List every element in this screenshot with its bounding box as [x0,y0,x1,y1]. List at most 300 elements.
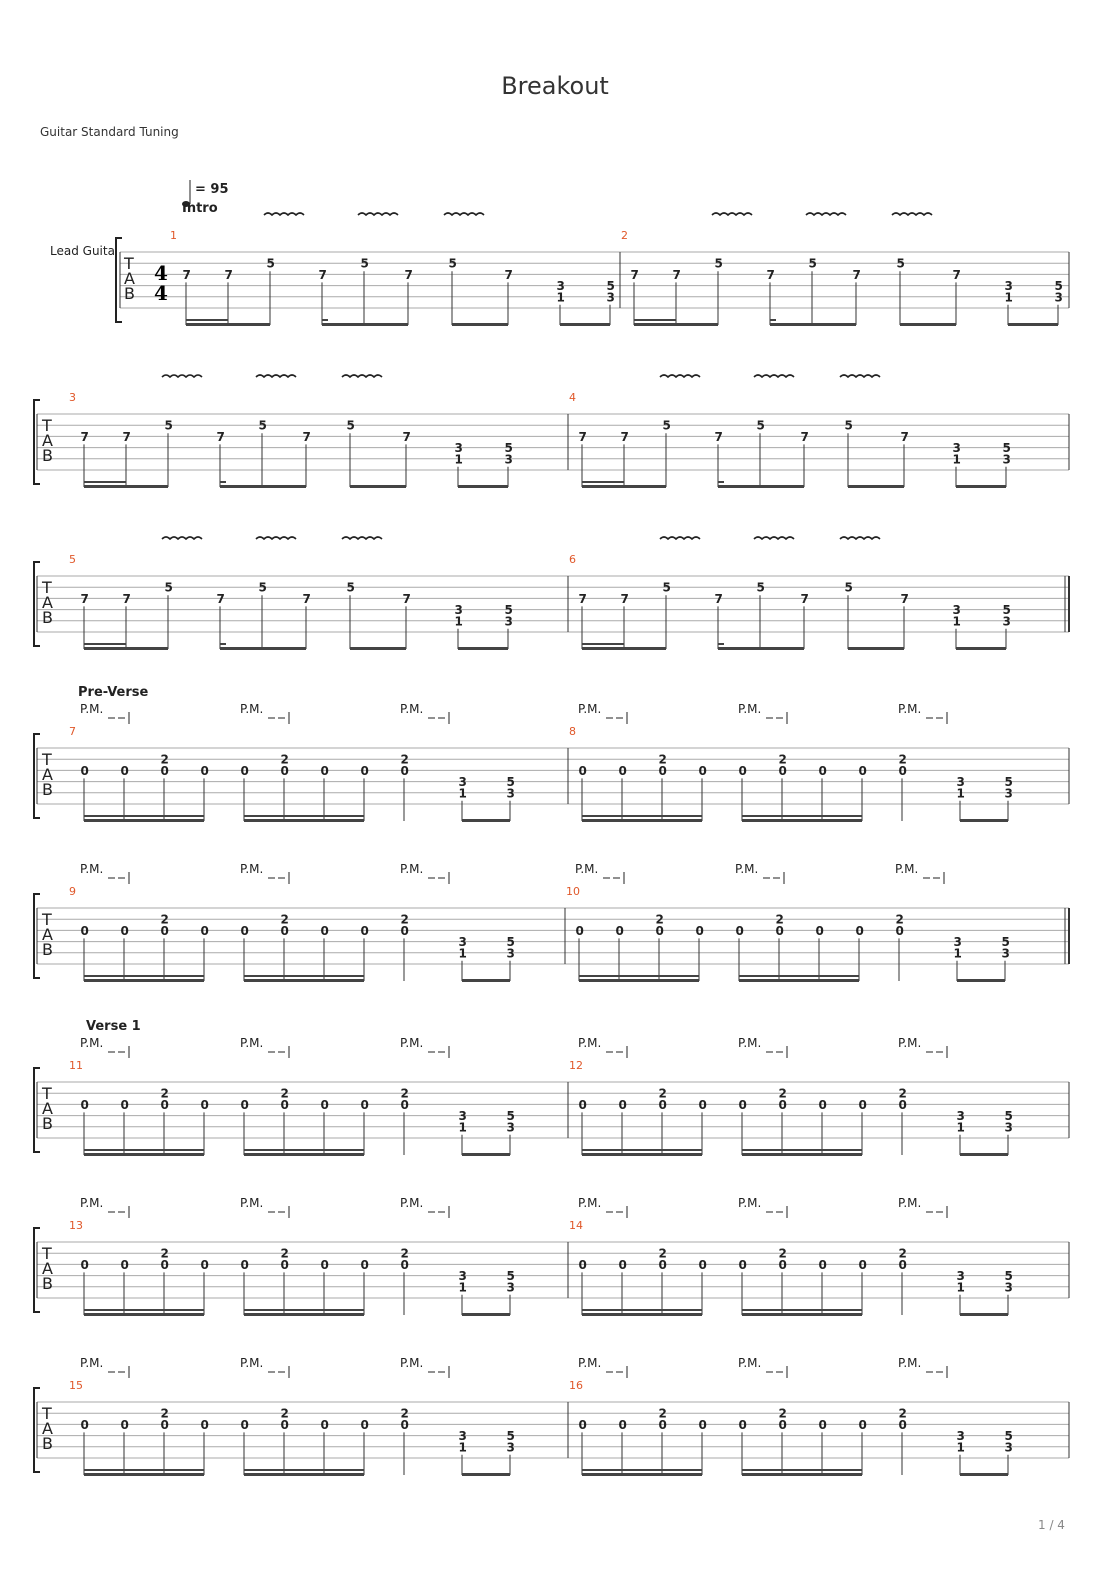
note-beam [739,979,859,982]
fret-number: 5 [662,580,671,595]
fret-number: 0 [738,763,747,778]
measure-number: 15 [69,1379,83,1392]
fret-number: 0 [160,923,169,938]
fret-number: 2 [778,752,787,767]
fret-number: 0 [80,923,89,938]
tab-clef-letter: A [124,269,135,288]
note-beam [718,485,804,488]
fret-number: 3 [953,935,962,950]
measure-number: 4 [569,391,576,404]
fret-number: 0 [360,1097,369,1112]
fret-number: 5 [756,580,765,595]
fret-number: 5 [346,418,355,433]
fret-number: 0 [778,1097,787,1112]
note-beam [560,323,610,326]
fret-number: 3 [506,1440,515,1455]
fret-number: 0 [778,1417,787,1432]
note-beam [579,979,699,982]
fret-number: 0 [658,1417,667,1432]
note-beam [244,1153,364,1156]
section-label: Pre-Verse [78,685,149,700]
section-label: Intro [182,201,218,216]
palm-mute-label: P.M. [738,702,762,716]
note-beam [956,647,1006,650]
tab-clef-letter: B [42,1274,53,1293]
fret-number: 0 [80,1257,89,1272]
palm-mute-label: P.M. [240,1356,264,1370]
fret-number: 0 [655,923,664,938]
fret-number: 0 [578,1417,587,1432]
note-beam-secondary [742,1149,862,1151]
fret-number: 3 [606,290,615,305]
fret-number: 0 [818,1257,827,1272]
fret-number: 2 [898,1086,907,1101]
fret-number: 0 [698,763,707,778]
fret-number: 3 [952,441,961,456]
fret-number: 0 [200,1417,209,1432]
fret-number: 7 [216,591,225,606]
note-beam-secondary [579,975,699,977]
vibrato-mark [256,375,296,377]
note-beam [582,485,666,488]
fret-number: 3 [458,935,467,950]
tab-clef-letter: B [42,608,53,627]
palm-mute-label: P.M. [575,862,599,876]
fret-number: 1 [458,786,467,801]
fret-number: 0 [160,1257,169,1272]
fret-number: 0 [898,1417,907,1432]
fret-number: 2 [655,912,664,927]
instrument-name: Lead Guita [50,244,115,258]
fret-number: 0 [120,1417,129,1432]
fret-number: 2 [160,752,169,767]
fret-number: 3 [458,1109,467,1124]
palm-mute-label: P.M. [898,1196,922,1210]
fret-number: 0 [320,763,329,778]
fret-number: 1 [956,786,965,801]
note-beam [220,647,306,650]
fret-number: 0 [698,1417,707,1432]
fret-number: 0 [400,1097,409,1112]
fret-number: 5 [896,256,905,271]
fret-number: 7 [122,591,131,606]
fret-number: 0 [320,923,329,938]
tab-clef-letter: A [42,1259,53,1278]
palm-mute-label: P.M. [898,702,922,716]
fret-number: 0 [738,1257,747,1272]
note-beam [1008,323,1058,326]
note-beam [960,1313,1008,1316]
palm-mute-label: P.M. [80,1356,104,1370]
palm-mute-label: P.M. [80,702,104,716]
fret-number: 2 [658,1246,667,1261]
palm-mute-label: P.M. [400,702,424,716]
note-beam [322,323,408,326]
tab-clef-letter: T [42,750,52,769]
fret-number: 0 [818,1097,827,1112]
section-label: Verse 1 [86,1019,141,1034]
note-beam [244,1473,364,1476]
fret-number: 0 [738,1417,747,1432]
time-sig-denominator: 4 [154,281,168,305]
fret-number: 1 [454,452,463,467]
fret-number: 0 [578,1097,587,1112]
fret-number: 5 [662,418,671,433]
note-beam [452,323,508,326]
fret-number: 2 [898,1406,907,1421]
fret-number: 0 [898,763,907,778]
palm-mute-label: P.M. [400,1196,424,1210]
vibrato-mark [840,375,880,377]
fret-number: 3 [556,279,565,294]
fret-number: 2 [778,1406,787,1421]
note-beam-secondary [186,319,228,321]
palm-mute-label: P.M. [80,1196,104,1210]
note-beam-secondary [742,815,862,817]
fret-number: 2 [778,1086,787,1101]
fret-number: 5 [506,1109,515,1124]
fret-number: 1 [454,614,463,629]
fret-number: 5 [504,441,513,456]
palm-mute-label: P.M. [578,702,602,716]
fret-number: 0 [778,763,787,778]
fret-number: 0 [615,923,624,938]
note-beam [84,647,168,650]
fret-number: 0 [858,1257,867,1272]
note-beam [462,819,510,822]
fret-number: 0 [400,763,409,778]
fret-number: 0 [280,923,289,938]
fret-number: 0 [618,763,627,778]
fret-number: 5 [504,603,513,618]
note-beam [742,1473,862,1476]
note-beam-secondary [84,643,126,645]
measure-number: 13 [69,1219,83,1232]
tab-clef-letter: B [42,1114,53,1133]
measure-number: 14 [569,1219,583,1232]
fret-number: 5 [360,256,369,271]
tab-clef-letter: T [124,254,134,273]
fret-number: 0 [280,1257,289,1272]
note-beam [186,323,270,326]
note-beam-secondary [244,975,364,977]
note-beam [582,1153,702,1156]
vibrato-mark [660,537,700,539]
fret-number: 0 [160,1417,169,1432]
fret-number: 0 [855,923,864,938]
fret-number: 3 [506,1120,515,1135]
fret-number: 5 [164,580,173,595]
fret-number: 0 [778,1257,787,1272]
measure-number: 2 [621,229,628,242]
fret-number: 7 [800,591,809,606]
fret-number: 7 [224,267,233,282]
fret-number: 2 [895,912,904,927]
note-beam-secondary [84,481,126,483]
note-beam [848,647,904,650]
fret-number: 5 [844,580,853,595]
fret-number: 3 [1004,1280,1013,1295]
fret-number: 5 [448,256,457,271]
fret-number: 7 [302,429,311,444]
note-beam-secondary [84,1309,204,1311]
measure-number: 1 [170,229,177,242]
tab-clef-letter: B [42,1434,53,1453]
fret-number: 2 [280,1246,289,1261]
note-beam-stub [220,643,226,645]
fret-number: 1 [1004,290,1013,305]
vibrato-mark [712,213,752,215]
vibrato-mark [660,375,700,377]
tab-clef-letter: T [42,578,52,597]
palm-mute-label: P.M. [240,702,264,716]
palm-mute-label: P.M. [898,1036,922,1050]
note-beam [957,979,1005,982]
tab-clef-letter: T [42,1084,52,1103]
fret-number: 7 [318,267,327,282]
fret-number: 2 [400,752,409,767]
fret-number: 2 [400,1246,409,1261]
fret-number: 7 [714,429,723,444]
fret-number: 3 [458,775,467,790]
note-beam-secondary [582,1149,702,1151]
note-beam [350,647,406,650]
fret-number: 5 [844,418,853,433]
tab-clef-letter: T [42,1404,52,1423]
vibrato-mark [162,537,202,539]
note-beam [742,1153,862,1156]
fret-number: 1 [556,290,565,305]
fret-number: 2 [160,1246,169,1261]
fret-number: 1 [952,452,961,467]
fret-number: 2 [160,912,169,927]
fret-number: 2 [775,912,784,927]
note-beam [350,485,406,488]
note-beam [84,485,168,488]
fret-number: 3 [956,1269,965,1284]
measure-number: 12 [569,1059,583,1072]
palm-mute-label: P.M. [898,1356,922,1370]
measure-number: 11 [69,1059,83,1072]
fret-number: 7 [714,591,723,606]
note-beam [84,1313,204,1316]
vibrato-mark [162,375,202,377]
measure-number: 3 [69,391,76,404]
fret-number: 5 [506,775,515,790]
fret-number: 7 [620,591,629,606]
fret-number: 0 [575,923,584,938]
fret-number: 5 [606,279,615,294]
fret-number: 0 [320,1417,329,1432]
vibrato-mark [264,213,304,215]
fret-number: 3 [454,441,463,456]
measure-number: 10 [566,885,580,898]
page-indicator: 1 / 4 [1038,1518,1065,1532]
fret-number: 2 [280,752,289,767]
fret-number: 0 [280,1417,289,1432]
palm-mute-label: P.M. [738,1356,762,1370]
fret-number: 2 [898,752,907,767]
tab-clef-letter: B [42,940,53,959]
note-beam [742,1313,862,1316]
fret-number: 7 [504,267,513,282]
fret-number: 1 [956,1440,965,1455]
note-beam [220,485,306,488]
fret-number: 2 [658,1406,667,1421]
fret-number: 7 [900,429,909,444]
note-beam [84,979,204,982]
fret-number: 5 [1004,1429,1013,1444]
note-beam-secondary [244,1309,364,1311]
fret-number: 0 [280,1097,289,1112]
fret-number: 5 [714,256,723,271]
note-beam-secondary [582,1309,702,1311]
note-beam [742,819,862,822]
note-beam [244,1313,364,1316]
song-title: Breakout [501,72,609,100]
note-beam [634,323,718,326]
fret-number: 7 [578,591,587,606]
fret-number: 0 [360,763,369,778]
note-beam [462,1313,510,1316]
note-beam [582,1313,702,1316]
fret-number: 0 [360,1257,369,1272]
note-beam [956,485,1006,488]
fret-number: 2 [658,1086,667,1101]
note-beam [84,819,204,822]
fret-number: 0 [898,1097,907,1112]
palm-mute-label: P.M. [80,1036,104,1050]
note-beam-stub [220,481,226,483]
measure-number: 9 [69,885,76,898]
measure-number: 5 [69,553,76,566]
measure-number: 16 [569,1379,583,1392]
fret-number: 7 [952,267,961,282]
fret-number: 3 [1002,614,1011,629]
note-beam-secondary [742,1309,862,1311]
fret-number: 5 [1004,775,1013,790]
fret-number: 0 [735,923,744,938]
tab-clef-letter: B [42,780,53,799]
fret-number: 0 [200,763,209,778]
fret-number: 3 [1004,279,1013,294]
vibrato-mark [256,537,296,539]
note-beam-secondary [84,1149,204,1151]
fret-number: 3 [1004,1120,1013,1135]
fret-number: 1 [458,1440,467,1455]
fret-number: 2 [160,1406,169,1421]
tab-clef-letter: A [42,925,53,944]
fret-number: 7 [80,429,89,444]
fret-number: 0 [200,923,209,938]
palm-mute-label: P.M. [735,862,759,876]
vibrato-mark [342,375,382,377]
note-beam [960,1153,1008,1156]
fret-number: 5 [258,418,267,433]
fret-number: 0 [120,923,129,938]
fret-number: 0 [240,763,249,778]
fret-number: 3 [1004,1440,1013,1455]
fret-number: 2 [400,1406,409,1421]
tuning-label: Guitar Standard Tuning [40,125,179,139]
fret-number: 7 [620,429,629,444]
fret-number: 3 [1004,786,1013,801]
fret-number: 1 [953,946,962,961]
fret-number: 0 [858,1417,867,1432]
tab-clef-letter: A [42,765,53,784]
fret-number: 2 [280,1086,289,1101]
fret-number: 1 [952,614,961,629]
fret-number: 7 [766,267,775,282]
fret-number: 2 [778,1246,787,1261]
fret-number: 0 [240,1097,249,1112]
fret-number: 0 [618,1097,627,1112]
fret-number: 5 [346,580,355,595]
fret-number: 0 [698,1257,707,1272]
measure-number: 8 [569,725,576,738]
fret-number: 0 [658,763,667,778]
note-beam [462,1473,510,1476]
fret-number: 7 [182,267,191,282]
fret-number: 3 [504,452,513,467]
fret-number: 5 [1002,603,1011,618]
note-beam-secondary [739,975,859,977]
fret-number: 0 [120,1097,129,1112]
fret-number: 0 [240,1417,249,1432]
fret-number: 5 [266,256,275,271]
fret-number: 3 [458,1269,467,1284]
fret-number: 0 [360,1417,369,1432]
fret-number: 3 [506,1280,515,1295]
note-beam [462,979,510,982]
fret-number: 0 [80,1417,89,1432]
fret-number: 0 [695,923,704,938]
note-beam-secondary [582,1469,702,1471]
fret-number: 2 [898,1246,907,1261]
fret-number: 3 [952,603,961,618]
note-beam-secondary [244,815,364,817]
note-beam [582,1473,702,1476]
fret-number: 0 [578,1257,587,1272]
fret-number: 2 [280,912,289,927]
fret-number: 3 [956,775,965,790]
fret-number: 0 [895,923,904,938]
fret-number: 7 [900,591,909,606]
vibrato-mark [806,213,846,215]
fret-number: 1 [458,1280,467,1295]
fret-number: 5 [1054,279,1063,294]
fret-number: 0 [815,923,824,938]
fret-number: 0 [320,1257,329,1272]
fret-number: 2 [400,1086,409,1101]
note-beam [960,819,1008,822]
fret-number: 0 [120,763,129,778]
fret-number: 0 [400,1417,409,1432]
palm-mute-label: P.M. [578,1356,602,1370]
fret-number: 5 [808,256,817,271]
tab-clef-letter: B [124,284,135,303]
fret-number: 3 [454,603,463,618]
note-beam-stub [718,643,724,645]
tab-clef-letter: A [42,431,53,450]
fret-number: 0 [818,763,827,778]
fret-number: 0 [120,1257,129,1272]
tab-clef-letter: T [42,910,52,929]
note-beam-stub [718,481,724,483]
fret-number: 5 [756,418,765,433]
palm-mute-label: P.M. [578,1036,602,1050]
fret-number: 0 [775,923,784,938]
